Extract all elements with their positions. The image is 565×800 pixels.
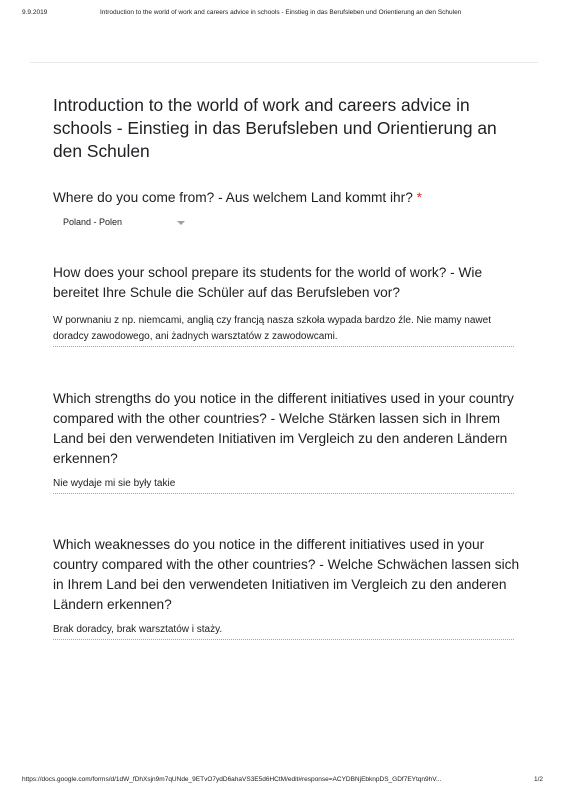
print-header-title: Introduction to the world of work and careers advice in schools - Einstieg in das Berufsleben und Orientierung an den Schulen xyxy=(100,9,462,16)
form-title: Introduction to the world of work and careers advice in schools - Einstieg in das Berufsleben und Orientierung an den Schulen xyxy=(53,95,497,161)
header-divider xyxy=(30,62,538,63)
print-header xyxy=(0,9,565,21)
question-text: Where do you come from? - Aus welchem Land kommt ihr? xyxy=(53,190,413,205)
print-date: 9.9.2019 xyxy=(22,9,48,16)
question-school-preparation: How does your school prepare its students for the world of work? - Wie bereitet Ihre Schule die Schüler auf das Berufsleben vor? xyxy=(53,265,483,300)
page-number: 1/2 xyxy=(533,776,543,783)
question-country xyxy=(53,188,523,208)
country-dropdown[interactable] xyxy=(53,212,193,234)
dropdown-selected-value: Poland - Polen xyxy=(63,217,123,227)
answer-strengths: Nie wydaje mi sie były takie xyxy=(53,476,514,494)
print-footer xyxy=(0,776,565,788)
print-footer-url: https://docs.google.com/forms/d/1dW_fDhXsjn9m7qUNde_9ETvO7ydD6ahaVS3E5d6HCtM/edit#response=ACYDBNjEbknpDS_GDf7EYtqn9hV... xyxy=(22,776,442,783)
answer-weaknesses: Brak doradcy, brak warsztatów i staży. xyxy=(53,622,514,640)
required-asterisk: * xyxy=(416,190,422,205)
question-weaknesses: Which weaknesses do you notice in the different initiatives used in your country compared with the other countries? - Welche Schwächen lassen sich in Ihrem Land bei den verwendeten Initiativen im Vergleich zu den anderen Ländern erkennen? xyxy=(53,537,520,612)
answer-school-preparation: W porwnaniu z np. niemcami, anglią czy francją nasza szkoła wypada bardzo źle. Nie mamy nawet doradcy zawodowego, ani żadnych warsztatów z zawodowcami. xyxy=(53,313,514,347)
question-strengths: Which strengths do you notice in the different initiatives used in your country compared with the other countries? - Welche Stärken lassen sich in Ihrem Land bei den verwendeten Initiativen im Vergleich zu den anderen Ländern erkennen? xyxy=(53,391,514,466)
caret-down-icon[interactable] xyxy=(177,221,185,225)
